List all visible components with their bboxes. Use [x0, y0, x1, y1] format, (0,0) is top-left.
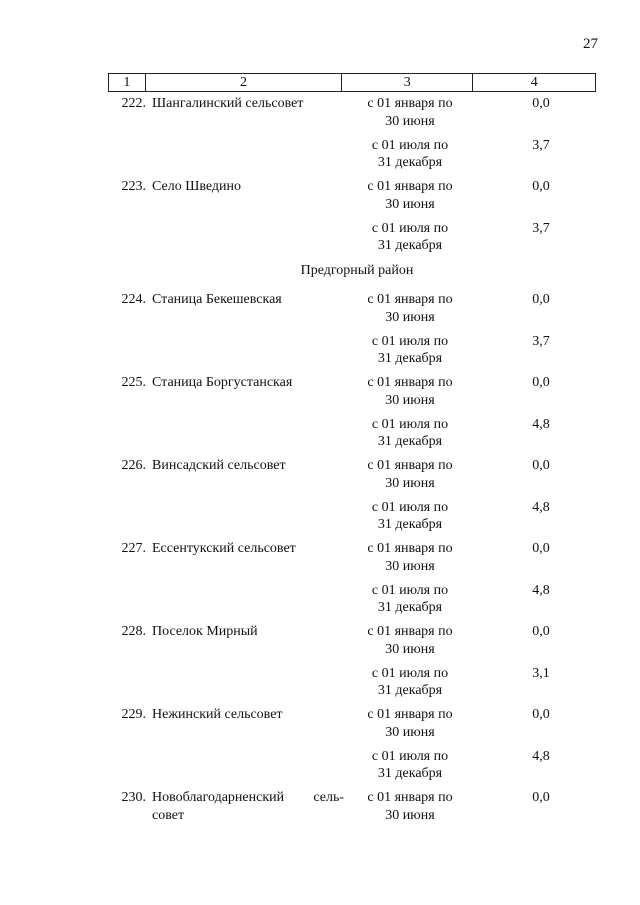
- row-number: 226.: [121, 458, 146, 473]
- row-number: 224.: [121, 292, 146, 307]
- table-row: [108, 291, 596, 374]
- period-to: 30 июня: [385, 113, 435, 129]
- period-value: 3,7: [532, 137, 550, 153]
- municipality-name: Станица Боргустанская: [152, 375, 293, 390]
- column-header-4: 4: [530, 75, 538, 90]
- period-value: 0,0: [532, 624, 550, 639]
- period-row: [344, 457, 596, 499]
- column-header-3: 3: [342, 74, 473, 91]
- period-dates: [344, 748, 476, 790]
- period-value: 3,7: [532, 333, 550, 349]
- section-title: Предгорный район: [300, 263, 414, 278]
- period-list: [344, 789, 596, 831]
- municipality-name: Село Шведино: [152, 179, 241, 194]
- period-dates: [344, 540, 476, 582]
- period-value: 3,7: [532, 220, 550, 236]
- period-to: 31 декабря: [377, 517, 443, 532]
- period-to: 31 декабря: [377, 600, 443, 615]
- period-dates: [344, 220, 476, 262]
- table-row: [108, 540, 596, 623]
- period-from: с 01 января по: [367, 96, 453, 111]
- period-to: 31 декабря: [377, 238, 443, 253]
- period-value: 4,8: [532, 416, 550, 432]
- period-from: с 01 января по: [367, 292, 453, 307]
- period-row: [344, 178, 596, 220]
- period-to: 30 июня: [385, 392, 435, 408]
- period-value: 0,0: [532, 458, 550, 473]
- page-number: 27: [583, 36, 598, 52]
- period-from: с 01 января по: [367, 541, 453, 556]
- period-dates: [344, 374, 476, 416]
- municipality-name: Поселок Мирный: [152, 624, 258, 639]
- period-row: [344, 291, 596, 333]
- period-to: 30 июня: [385, 724, 435, 740]
- table-row: [108, 374, 596, 457]
- period-row: [344, 582, 596, 624]
- period-dates: [344, 457, 476, 499]
- period-row: [344, 220, 596, 262]
- period-list: [344, 291, 596, 374]
- period-from: с 01 января по: [367, 624, 453, 639]
- table-row: [108, 706, 596, 789]
- table-row: [108, 95, 596, 178]
- table-row: [108, 789, 596, 831]
- table-body: [108, 95, 596, 831]
- period-from: с 01 июля по: [371, 137, 449, 153]
- period-row: [344, 333, 596, 375]
- table-row: [108, 457, 596, 540]
- period-dates: [344, 137, 476, 179]
- row-number: 229.: [121, 707, 146, 722]
- period-from: с 01 января по: [367, 375, 453, 390]
- period-value: 4,8: [532, 499, 550, 515]
- table-row: [108, 623, 596, 706]
- period-to: 30 июня: [385, 558, 435, 574]
- period-row: [344, 789, 596, 831]
- period-to: 31 декабря: [377, 683, 443, 698]
- period-value: 0,0: [532, 707, 550, 722]
- period-value: 3,1: [532, 665, 550, 681]
- municipality-name: Станица Бекешевская: [152, 292, 282, 307]
- column-header-2: 2: [146, 74, 342, 91]
- row-number: 228.: [121, 624, 146, 639]
- row-number: 223.: [121, 179, 146, 194]
- period-dates: [344, 95, 476, 137]
- period-from: с 01 июля по: [371, 333, 449, 349]
- period-to: 31 декабря: [377, 434, 443, 449]
- period-to: 30 июня: [385, 807, 435, 823]
- period-to: 30 июня: [385, 475, 435, 491]
- period-row: [344, 416, 596, 458]
- period-to: 30 июня: [385, 641, 435, 657]
- period-from: с 01 июля по: [371, 499, 449, 515]
- row-number: 227.: [121, 541, 146, 556]
- period-list: [344, 374, 596, 457]
- period-from: с 01 января по: [367, 707, 453, 722]
- period-to: 30 июня: [385, 196, 435, 212]
- period-list: [344, 706, 596, 789]
- period-dates: [344, 499, 476, 541]
- row-number: 222.: [121, 96, 146, 111]
- period-row: [344, 374, 596, 416]
- period-dates: [344, 333, 476, 375]
- period-from: с 01 января по: [367, 790, 453, 805]
- period-to: 31 декабря: [377, 766, 443, 781]
- table-header: [108, 73, 596, 92]
- municipality-name: Новоблагодарненский сель-совет: [152, 790, 344, 823]
- municipality-name: Винсадский сельсовет: [152, 458, 286, 473]
- period-value: 4,8: [532, 748, 550, 764]
- period-list: [344, 95, 596, 178]
- period-list: [344, 540, 596, 623]
- period-row: [344, 665, 596, 707]
- period-row: [344, 137, 596, 179]
- period-to: 30 июня: [385, 309, 435, 325]
- period-dates: [344, 623, 476, 665]
- period-dates: [344, 178, 476, 220]
- period-from: с 01 июля по: [371, 416, 449, 432]
- period-value: 0,0: [532, 179, 550, 194]
- period-list: [344, 457, 596, 540]
- period-list: [344, 623, 596, 706]
- period-from: с 01 июля по: [371, 220, 449, 236]
- period-from: с 01 января по: [367, 179, 453, 194]
- period-from: с 01 января по: [367, 458, 453, 473]
- period-value: 0,0: [532, 541, 550, 556]
- period-from: с 01 июля по: [371, 582, 449, 598]
- period-from: с 01 июля по: [371, 748, 449, 764]
- municipality-name: Ессентукский сельсовет: [152, 541, 296, 556]
- period-value: 0,0: [532, 292, 550, 307]
- period-value: 0,0: [532, 790, 550, 805]
- period-dates: [344, 582, 476, 624]
- municipality-name: Нежинский сельсовет: [152, 707, 283, 722]
- row-number: 225.: [121, 375, 146, 390]
- period-list: [344, 178, 596, 261]
- period-row: [344, 748, 596, 790]
- row-number: 230.: [121, 790, 146, 805]
- column-header-1: 1: [109, 74, 146, 91]
- period-to: 31 декабря: [377, 155, 443, 170]
- period-value: 0,0: [532, 375, 550, 390]
- period-row: [344, 95, 596, 137]
- period-dates: [344, 706, 476, 748]
- period-row: [344, 540, 596, 582]
- period-row: [344, 499, 596, 541]
- municipality-name: Шангалинский сельсовет: [152, 96, 304, 111]
- period-dates: [344, 416, 476, 458]
- period-dates: [344, 665, 476, 707]
- period-to: 31 декабря: [377, 351, 443, 366]
- period-row: [344, 706, 596, 748]
- period-value: 4,8: [532, 582, 550, 598]
- period-dates: [344, 789, 476, 831]
- period-dates: [344, 291, 476, 333]
- period-value: 0,0: [532, 96, 550, 111]
- period-from: с 01 июля по: [371, 665, 449, 681]
- table-row: [108, 178, 596, 261]
- period-row: [344, 623, 596, 665]
